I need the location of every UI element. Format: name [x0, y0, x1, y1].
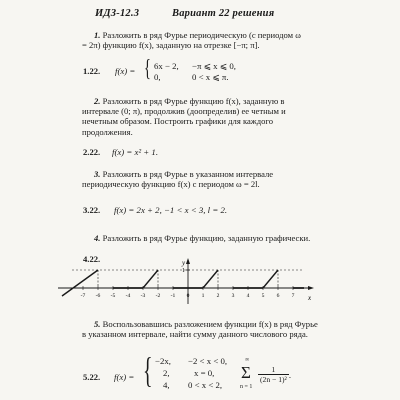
- x-axis-label: x: [308, 294, 312, 302]
- task5-fx: f(x) =: [114, 372, 135, 382]
- task5-case2-expr: 2,: [163, 368, 170, 378]
- graph-segment: [203, 270, 218, 288]
- task1-fx: f(x) =: [115, 66, 136, 76]
- task1-brace: {: [144, 56, 151, 82]
- x-tick-label: -2: [155, 293, 161, 299]
- x-tick-label: -5: [110, 293, 116, 299]
- x-tick-label: 5: [261, 293, 265, 299]
- task1-number: 1.: [94, 30, 101, 40]
- task3-label: 3.22.: [83, 205, 101, 215]
- variant-title: Вариант 22 решения: [172, 8, 275, 19]
- task4-number: 4.: [94, 233, 101, 243]
- task5-statement: [82, 319, 322, 339]
- x-tick-label: -6: [95, 293, 101, 299]
- task2-number: 2.: [94, 96, 101, 106]
- task5-brace: {: [143, 350, 153, 390]
- sum-symbol: Σ: [241, 363, 251, 382]
- task5-case3-cond: 0 < x < 2,: [188, 380, 223, 390]
- fraction-numerator: 1: [258, 365, 289, 375]
- task2-label: 2.22.: [83, 147, 101, 157]
- x-tick-label: 0: [186, 293, 190, 299]
- document-title: ИДЗ-12.3: [95, 8, 140, 19]
- sum-lower-limit: n = 1: [240, 384, 253, 390]
- x-tick-label: 7: [291, 293, 295, 299]
- sum-fraction: [258, 365, 291, 384]
- graph-segment: [263, 270, 278, 288]
- x-tick-label: 3: [231, 293, 235, 299]
- task1-case1-cond: −π ⩽ x ⩽ 0,: [192, 61, 236, 71]
- y-axis-label: y: [182, 259, 186, 267]
- y-tick-label: 1: [182, 268, 185, 274]
- task5-case1-cond: −2 < x < 0,: [188, 356, 228, 366]
- x-tick-label: -4: [125, 293, 131, 299]
- task4-label: 4.22.: [83, 254, 101, 264]
- task3-text: Разложить в ряд Фурье в указанном интервале периодическую функцию f(x) с периодом ω = 2l.: [82, 169, 274, 190]
- task2-text: Разложить в ряд Фурье функцию f(x), заданную в интервале (0; π), продолжив (доопределив) ее четным и нечетным образом. Построить графики для каждого продолжения.: [82, 96, 286, 137]
- task5-case2-cond: x = 0,: [194, 368, 215, 378]
- task1-case1-expr: 6x − 2,: [154, 61, 179, 71]
- fraction-tail: .: [288, 370, 292, 381]
- task4-text: Разложить в ряд Фурье функцию, заданную графически.: [102, 233, 311, 243]
- task5-case3-expr: 4,: [163, 380, 170, 390]
- task2-formula: f(x) = x² + 1.: [112, 147, 159, 157]
- task1-case2-expr: 0,: [154, 72, 161, 82]
- x-tick-label: 6: [276, 293, 280, 299]
- task1-label: 1.22.: [83, 66, 101, 76]
- task1-text: Разложить в ряд Фурье периодическую (с периодом ω = 2π) функцию f(x), заданную на отрезке [−π; π].: [82, 30, 301, 51]
- task3-statement: [82, 169, 304, 189]
- task5-label: 5.22.: [83, 372, 101, 382]
- task4-graph: [58, 256, 318, 306]
- x-tick-label: -7: [80, 293, 86, 299]
- y-axis-arrow-icon: [186, 258, 190, 264]
- task5-text: Воспользовавшись разложением функции f(x) в ряд Фурье в указанном интервале, найти сумму данного числового ряда.: [82, 319, 318, 340]
- task2-statement: [82, 96, 304, 137]
- fraction-denominator: (2n − 1)²: [260, 375, 287, 384]
- task3-formula: f(x) = 2x + 2, −1 < x < 3, l = 2.: [114, 205, 228, 215]
- task1-statement: [82, 30, 304, 50]
- x-tick-label: 4: [246, 293, 250, 299]
- task1-case2-cond: 0 < x ⩽ π.: [192, 72, 229, 82]
- x-tick-label: 1: [201, 293, 205, 299]
- x-tick-label: -1: [170, 293, 176, 299]
- task3-number: 3.: [94, 169, 101, 179]
- x-tick-label: 2: [216, 293, 220, 299]
- x-tick-label: -3: [140, 293, 146, 299]
- task4-statement: [82, 233, 322, 243]
- sum-upper-limit: ∞: [245, 357, 250, 363]
- task5-case1-expr: −2x,: [155, 356, 171, 366]
- x-axis-arrow-icon: [308, 286, 314, 290]
- task5-number: 5.: [94, 319, 101, 329]
- graph-segment: [143, 270, 158, 288]
